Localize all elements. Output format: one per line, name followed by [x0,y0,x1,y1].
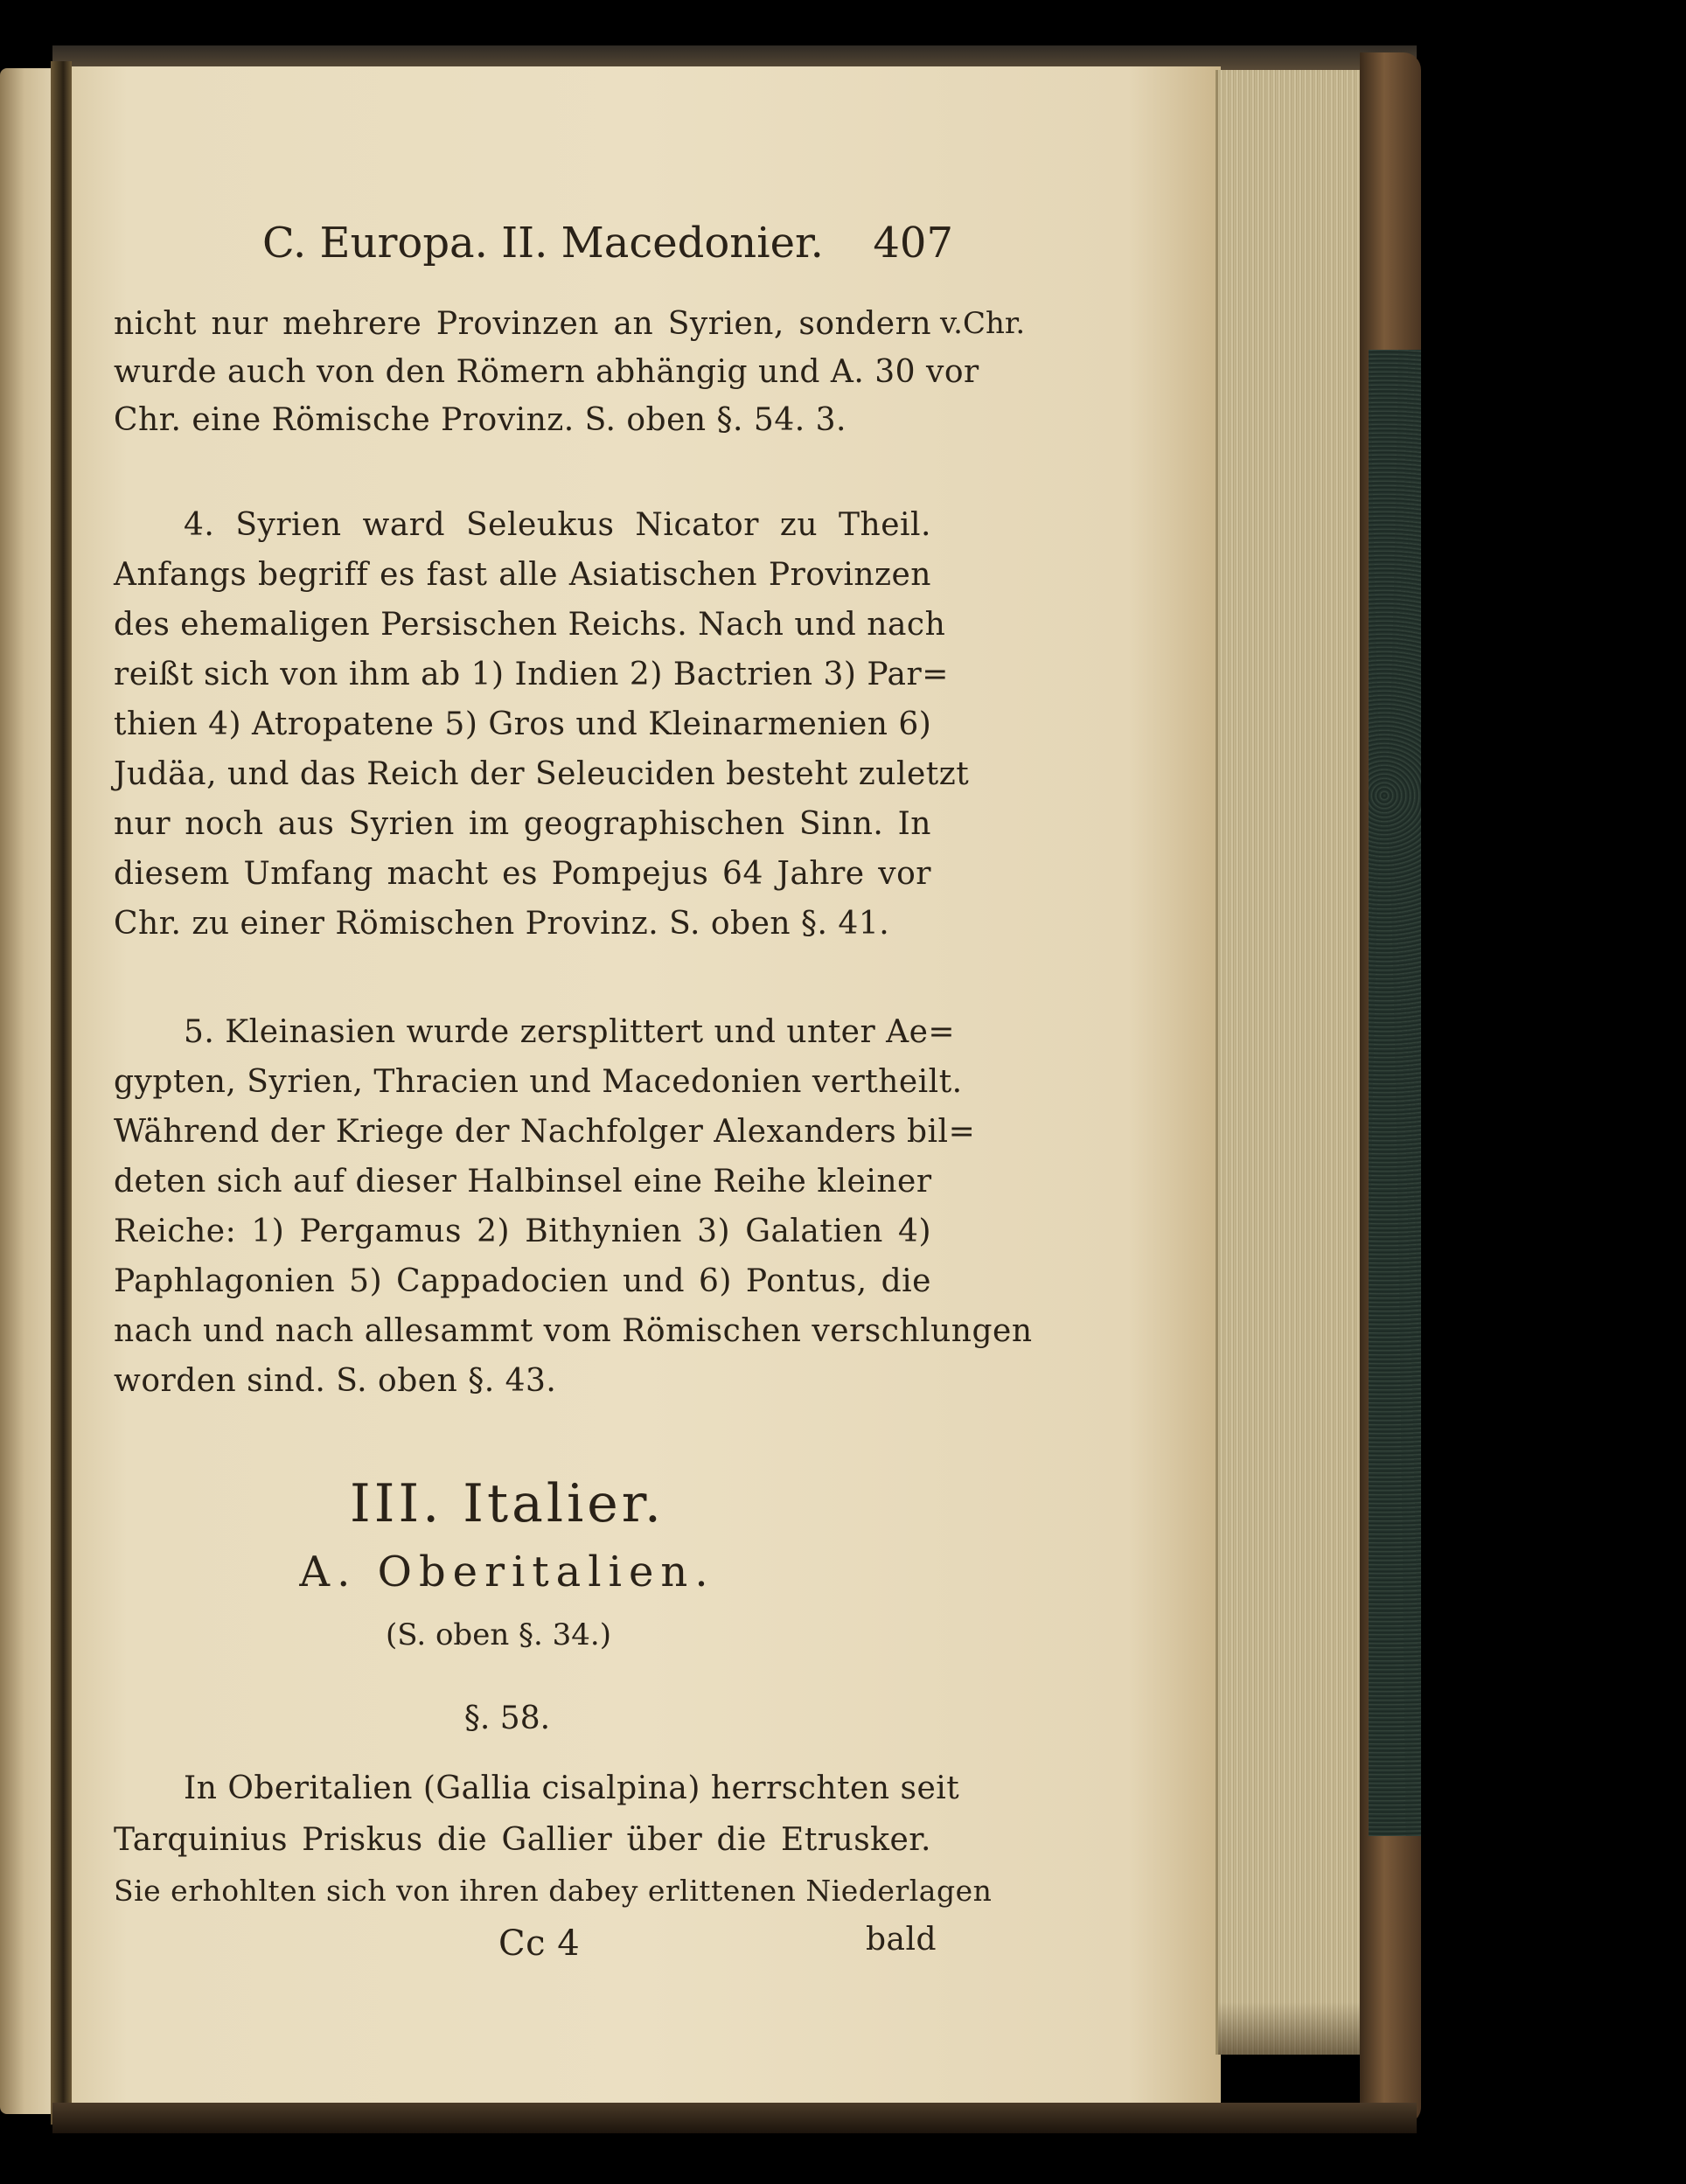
text-line: Chr. eine Römische Provinz. S. oben §. 54. 3. [114,402,846,438]
catchword: bald [866,1922,937,1958]
text-line: thien 4) Atropatene 5) Gros und Kleinarmenien 6) [114,706,932,742]
page-edges [1216,70,1371,2055]
text-line: In Oberitalien (Gallia cisalpina) herrschten seit [184,1770,960,1806]
text-line: Tarquinius Priskus die Gallier über die Etrusker. [114,1822,931,1858]
text-line: wurde auch von den Römern abhängig und A. 30 vor [114,354,979,390]
text-line: Paphlagonien 5) Cappadocien und 6) Pontus, die [114,1263,931,1299]
running-header [262,219,953,271]
text-line: 4. Syrien ward Seleukus Nicator zu Theil. [184,507,931,543]
paragraph-sign: §. 58. [463,1701,551,1736]
text-line: worden sind. S. oben §. 43. [114,1363,557,1399]
page-number: 407 [873,219,953,268]
text-line: nach und nach allesammt vom Römischen verschlungen [114,1313,1033,1349]
text-line: des ehemaligen Persischen Reichs. Nach und nach [114,607,946,643]
text-line: Anfangs begriff es fast alle Asiatischen Provinzen [114,557,931,593]
section-heading: III. Italier. [350,1473,665,1534]
text-line: diesem Umfang macht es Pompejus 64 Jahre vor [114,856,931,892]
text-line: reißt sich von ihm ab 1) Indien 2) Bactrien 3) Par= [114,657,949,692]
text-line: 5. Kleinasien wurde zersplittert und unter Ae= [184,1014,956,1050]
section-subheading: A. Oberitalien. [299,1548,715,1596]
text-line: Reiche: 1) Pergamus 2) Bithynien 3) Galatien 4) [114,1214,931,1249]
running-title: C. Europa. II. Macedonier. [262,219,824,268]
margin-note: v.Chr. [940,306,1026,341]
text-line: Während der Kriege der Nachfolger Alexanders bil= [114,1114,976,1150]
cover-bottom-edge [52,2103,1417,2133]
text-line: deten sich auf dieser Halbinsel eine Reihe kleiner [114,1164,932,1200]
text-line: gypten, Syrien, Thracien und Macedonien vertheilt. [114,1064,963,1100]
text-line: nur noch aus Syrien im geographischen Sinn. In [114,806,931,842]
marbled-cover [1369,350,1421,1836]
text-line: Judäa, und das Reich der Seleuciden besteht zuletzt [114,756,970,792]
section-reference: (S. oben §. 34.) [386,1617,611,1652]
text-line: Chr. zu einer Römischen Provinz. S. oben §. 41. [114,906,890,942]
signature-mark: Cc 4 [498,1923,581,1964]
book-gutter [51,61,72,2125]
text-line: Sie erhohlten sich von ihren dabey erlittenen Niederlagen [114,1874,993,1908]
text-line: nicht nur mehrere Provinzen an Syrien, sondern [114,306,931,342]
